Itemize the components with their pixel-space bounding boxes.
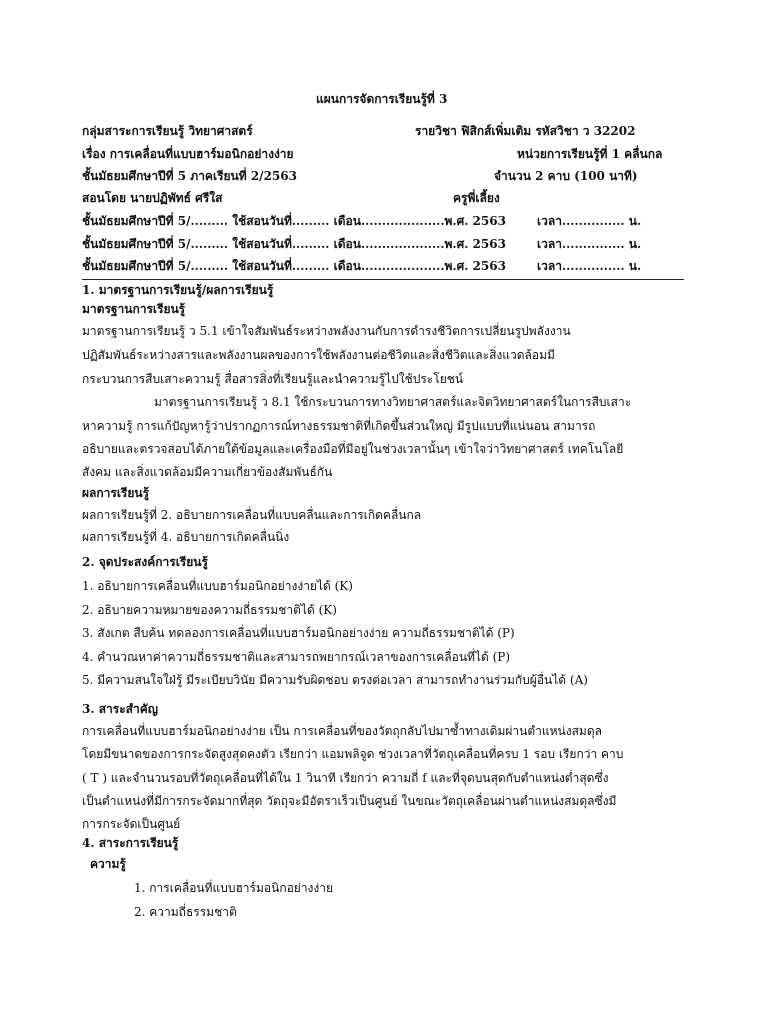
class-level: ชั้นมัธยมศึกษาปีที่ 5 ภาคเรียนที่ 2/2563 — [82, 169, 297, 183]
mentor-label: ครูพี่เลี้ยง — [453, 191, 500, 205]
section-4-heading: 4. สาระการเรียนรู้ — [82, 836, 179, 850]
content-item: 1. การเคลื่อนที่แบบฮาร์มอนิกอย่างง่าย — [134, 881, 334, 895]
outcome-item: ผลการเรียนรู้ที่ 4. อธิบายการเกิดคลื่นนิ่ง — [82, 530, 290, 544]
schedule-row: ชั้นมัธยมศึกษาปีที่ 5/......... ใช้สอนวันที่......... เดือน....................พ.ศ. 2563 — [82, 214, 506, 228]
outcome-item: ผลการเรียนรู้ที่ 2. อธิบายการเคลื่อนที่แบบคลื่นและการเกิดคลื่นกล — [82, 508, 422, 522]
objective-item: 1. อธิบายการเคลื่อนที่แบบฮาร์มอนิกอย่างง่ายได้ (K) — [82, 579, 353, 593]
schedule-time: เวลา............... น. — [537, 237, 642, 251]
standard-line: สังคม และสิ่งแวดล้อมมีความเกี่ยวข้องสัมพันธ์กัน — [82, 465, 333, 479]
key-concept-line: โดยมีขนาดของการกระจัดสูงสุดคงตัว เรียกว่า แอมพลิจูด ช่วงเวลาที่วัตถุเคลื่อนที่ครบ 1 รอบ เรียกว่า คาบ — [82, 747, 624, 761]
header-divider — [82, 279, 684, 280]
key-concept-line: ( T ) และจำนวนรอบที่วัตถุเคลื่อนที่ได้ใน 1 วินาที เรียกว่า ความถี่ f และที่จุดบนสุดกับตำแหน่งต่ำสุดซึ่ง — [82, 771, 609, 785]
lesson-topic: เรื่อง การเคลื่อนที่แบบฮาร์มอนิกอย่างง่าย — [82, 147, 294, 161]
schedule-time: เวลา............... น. — [537, 214, 642, 228]
section-1-heading: 1. มาตรฐานการเรียนรู้/ผลการเรียนรู้ — [82, 283, 274, 297]
objective-item: 3. สังเกต สืบค้น ทดลองการเคลื่อนที่แบบฮาร์มอนิกอย่างง่าย ความถี่ธรรมชาติได้ (P) — [82, 626, 515, 640]
standard-line: มาตรฐานการเรียนรู้ ว 8.1 ใช้กระบวนการทางวิทยาศาสตร์และจิตวิทยาศาสตร์ในการสืบเสาะ — [154, 395, 632, 409]
schedule-row: ชั้นมัธยมศึกษาปีที่ 5/......... ใช้สอนวันที่......... เดือน....................พ.ศ. 2563 — [82, 237, 506, 251]
standards-heading: มาตรฐานการเรียนรู้ — [82, 302, 186, 316]
teacher-name: สอนโดย นายปฏิพัทธ์ ศรีใส — [82, 191, 223, 205]
section-2-heading: 2. จุดประสงค์การเรียนรู้ — [82, 555, 208, 569]
objective-item: 2. อธิบายความหมายของความถี่ธรรมชาติได้ (K) — [82, 603, 337, 617]
content-item: 2. ความถี่ธรรมชาติ — [134, 905, 237, 919]
standard-line: หาความรู้ การแก้ปัญหารู้ว่าปรากฏการณ์ทางธรรมชาติที่เกิดขึ้นส่วนใหญ่ มีรูปแบบที่แน่นอน สามารถ — [82, 419, 596, 433]
learning-group: กลุ่มสาระการเรียนรู้ วิทยาศาสตร์ — [82, 124, 253, 138]
key-concept-line: การกระจัดเป็นศูนย์ — [82, 817, 181, 831]
key-concept-line: การเคลื่อนที่แบบฮาร์มอนิกอย่างง่าย เป็น การเคลื่อนที่ของวัตถุกลับไปมาซ้ำทางเดิมผ่านตำแหน่งสมดุล — [82, 724, 602, 738]
schedule-time: เวลา............... น. — [537, 259, 642, 273]
period-count: จำนวน 2 คาบ (100 นาที) — [494, 169, 638, 183]
section-3-heading: 3. สาระสำคัญ — [82, 702, 158, 716]
learning-unit: หน่วยการเรียนรู้ที่ 1 คลื่นกล — [517, 147, 663, 161]
knowledge-subheading: ความรู้ — [90, 857, 126, 871]
objective-item: 4. คำนวณหาค่าความถี่ธรรมชาติและสามารถพยากรณ์เวลาของการเคลื่อนที่ได้ (P) — [82, 650, 511, 664]
schedule-row: ชั้นมัธยมศึกษาปีที่ 5/......... ใช้สอนวันที่......... เดือน....................พ.ศ. 2563 — [82, 259, 506, 273]
objective-item: 5. มีความสนใจใฝ่รู้ มีระเบียบวินัย มีความรับผิดชอบ ตรงต่อเวลา สามารถทำงานร่วมกับผู้อื่นได้ (A) — [82, 673, 588, 687]
standard-line: อธิบายและตรวจสอบได้ภายใต้ข้อมูลและเครื่องมือที่มีอยู่ในช่วงเวลานั้นๆ เข้าใจว่าวิทยาศาสตร์ เทคโนโลยี — [82, 442, 624, 456]
standard-line: ปฏิสัมพันธ์ระหว่างสารและพลังงานผลของการใช้พลังงานต่อชีวิตและสิ่งชีวิตและสิ่งแวดล้อมมี — [82, 348, 555, 362]
outcomes-heading: ผลการเรียนรู้ — [82, 486, 150, 500]
key-concept-line: เป็นตำแหน่งที่มีการกระจัดมากที่สุด วัตถุจะมีอัตราเร็วเป็นศูนย์ ในขณะวัตถุเคลื่อนผ่านตำแหน่งสมดุลซึ่งมี — [82, 794, 617, 808]
subject-code: รายวิชา ฟิสิกส์เพิ่มเติม รหัสวิชา ว 32202 — [415, 124, 636, 138]
standard-line: กระบวนการสืบเสาะความรู้ สื่อสารสิ่งที่เรียนรู้และนำความรู้ไปใช้ประโยชน์ — [82, 372, 464, 386]
document-title: แผนการจัดการเรียนรู้ที่ 3 — [316, 92, 448, 106]
standard-line: มาตรฐานการเรียนรู้ ว 5.1 เข้าใจสัมพันธ์ระหว่างพลังงานกับการดำรงชีวิตการเปลี่ยนรูปพลังงาน — [82, 324, 571, 338]
